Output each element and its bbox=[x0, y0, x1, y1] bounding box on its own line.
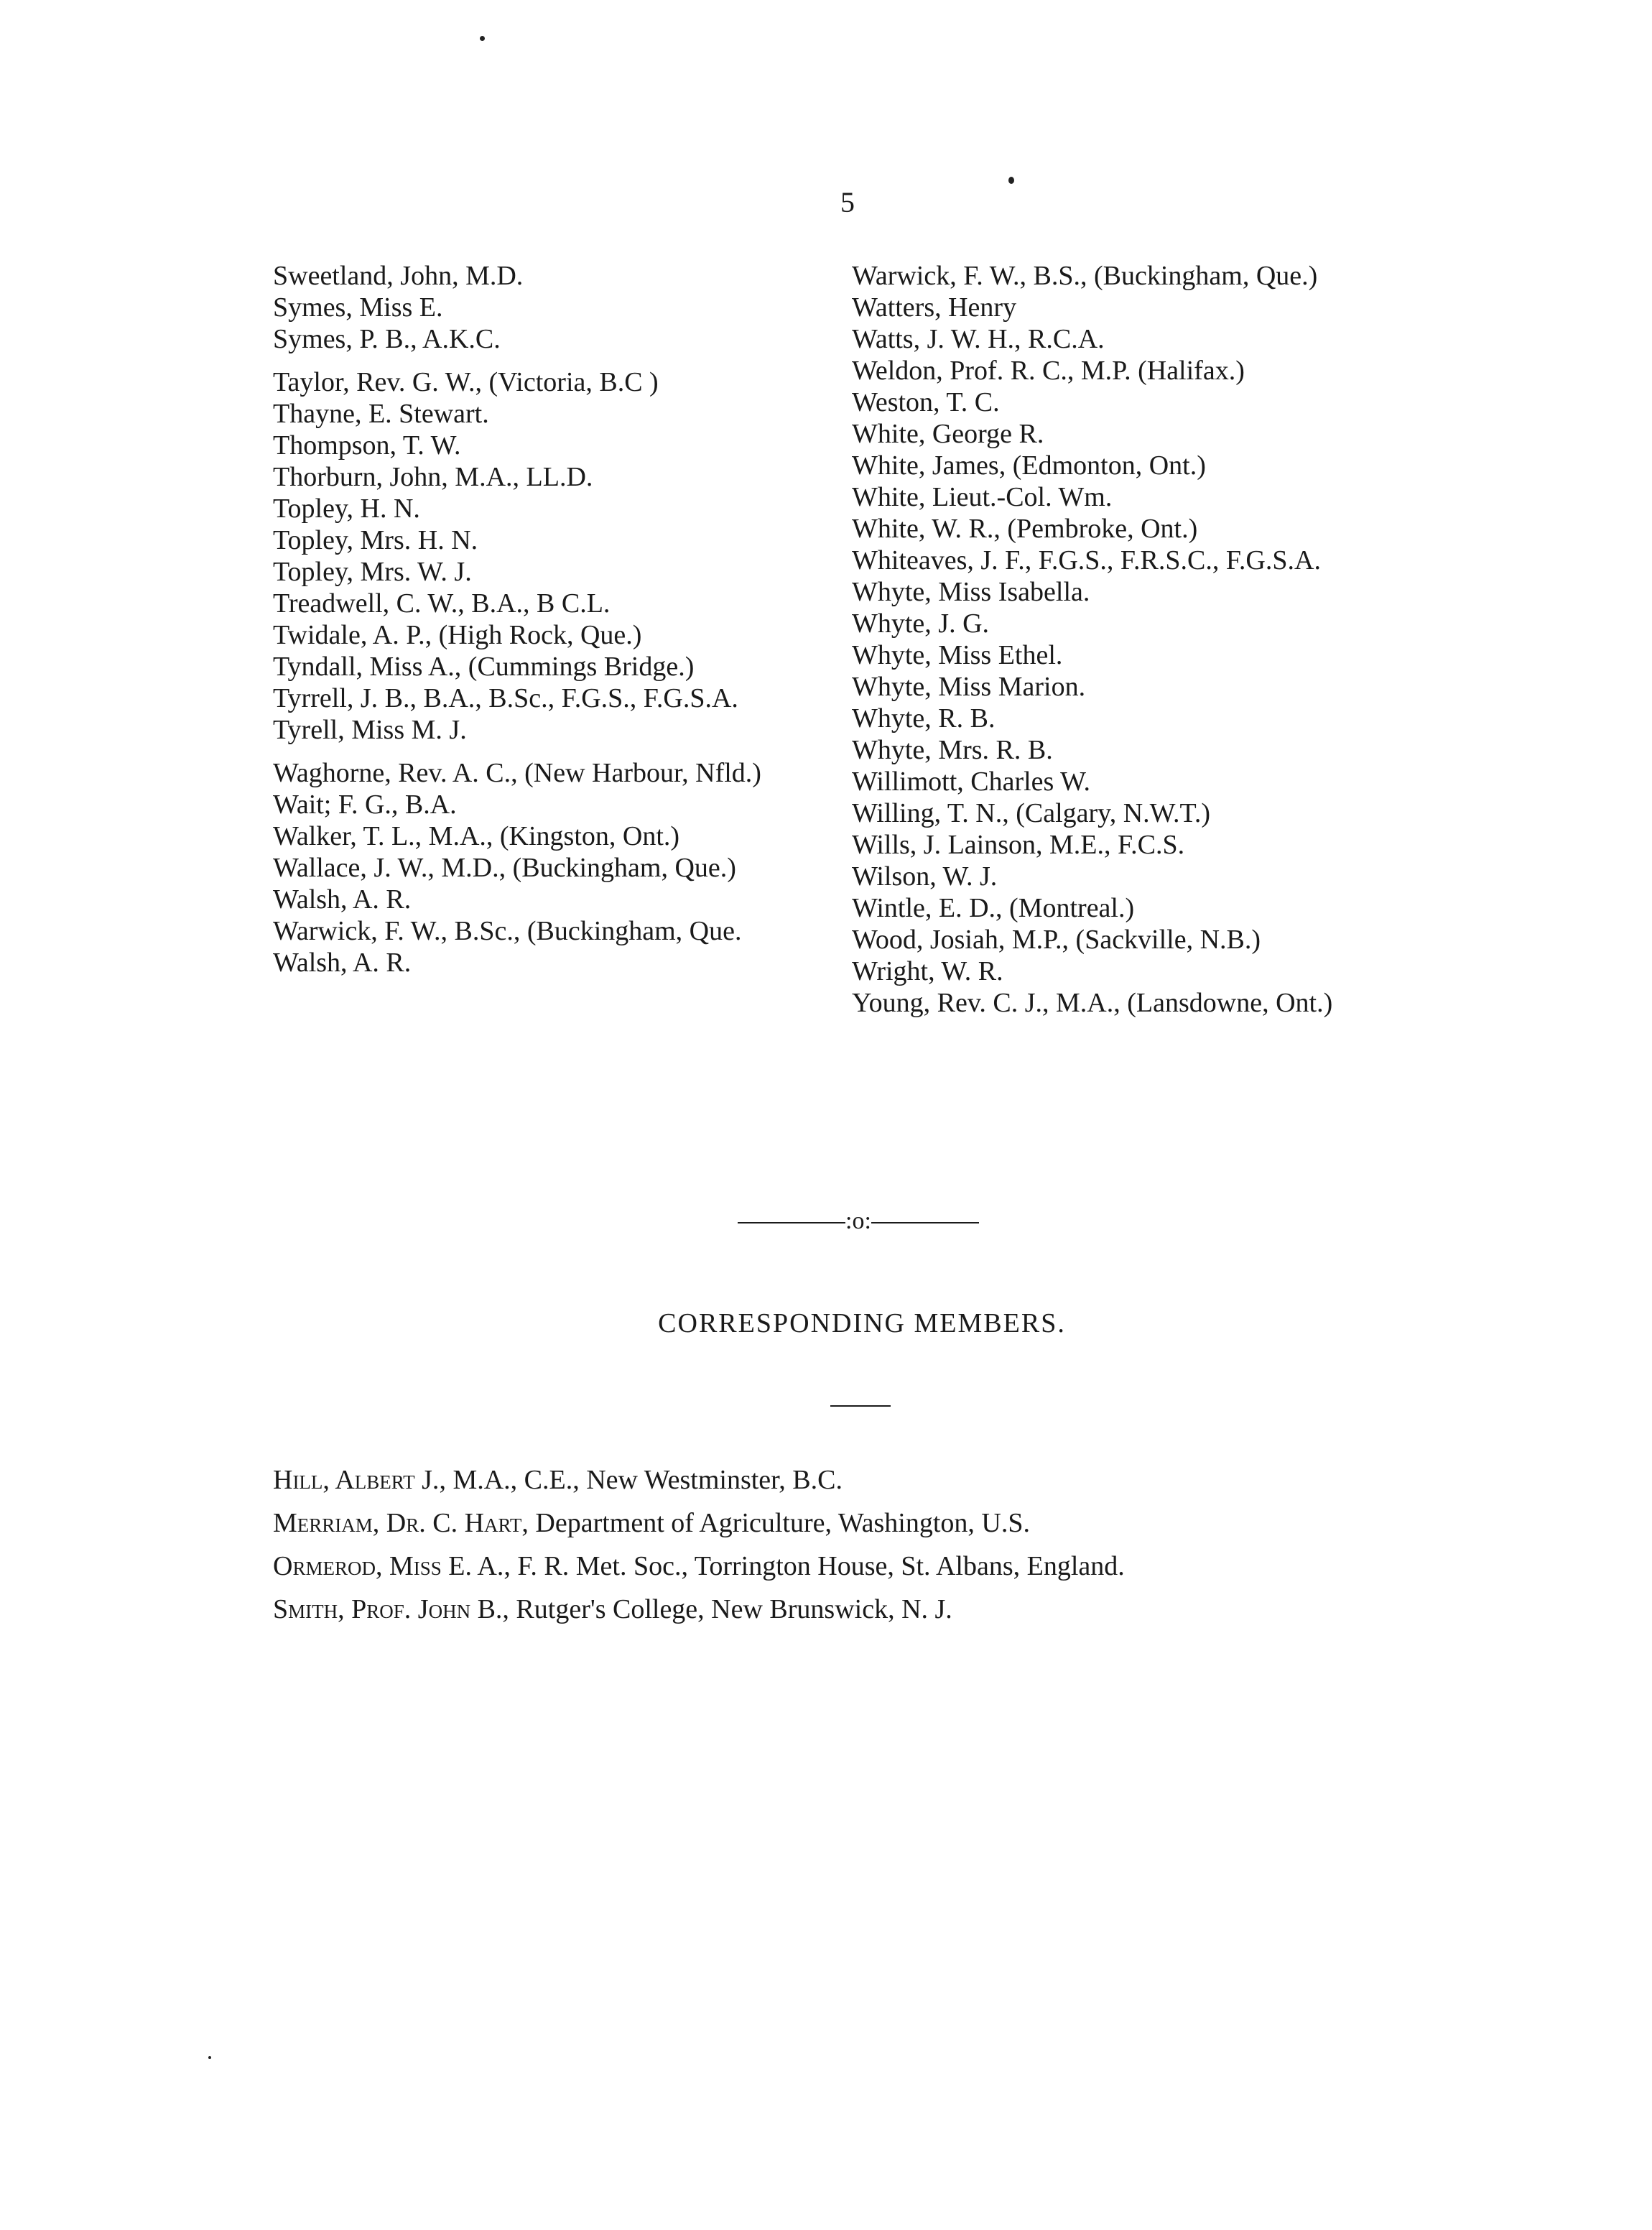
member-name: Smith, Prof. John B. bbox=[273, 1594, 503, 1624]
member-entry: Wintle, E. D., (Montreal.) bbox=[852, 893, 1135, 923]
corresponding-member-entry bbox=[273, 1545, 1458, 1588]
member-details: , Department of Agriculture, Washington, U.S. bbox=[521, 1508, 1030, 1538]
ink-speck bbox=[1008, 177, 1014, 184]
heading-rule bbox=[830, 1405, 891, 1407]
member-entry: White, James, (Edmonton, Ont.) bbox=[852, 450, 1206, 481]
member-entry: Symes, Miss E. bbox=[273, 292, 443, 323]
member-entry: Whyte, Miss Isabella. bbox=[852, 577, 1090, 607]
member-entry: Wilson, W. J. bbox=[852, 861, 998, 892]
divider-ornament: :o: bbox=[845, 1208, 871, 1234]
corresponding-members-list bbox=[273, 1458, 1458, 1631]
member-entry: Tyrrell, J. B., B.A., B.Sc., F.G.S., F.G.S.A. bbox=[273, 683, 738, 713]
member-entry: Warwick, F. W., B.S., (Buckingham, Que.) bbox=[852, 261, 1318, 291]
divider-rule bbox=[738, 1222, 845, 1223]
member-entry: Waghorne, Rev. A. C., (New Harbour, Nfld.) bbox=[273, 758, 761, 788]
member-entry: Wills, J. Lainson, M.E., F.C.S. bbox=[852, 830, 1185, 860]
ink-speck bbox=[208, 2056, 211, 2059]
member-entry: Wallace, J. W., M.D., (Buckingham, Que.) bbox=[273, 853, 736, 883]
member-entry: Weston, T. C. bbox=[852, 387, 1000, 417]
member-entry: Tyrell, Miss M. J. bbox=[273, 715, 467, 745]
member-entry: Whyte, R. B. bbox=[852, 703, 996, 734]
member-entry: Wright, W. R. bbox=[852, 956, 1003, 986]
member-entry: Whiteaves, J. F., F.G.S., F.R.S.C., F.G.S.A. bbox=[852, 545, 1321, 575]
member-details: , F. R. Met. Soc., Torrington House, St. Albans, England. bbox=[504, 1551, 1125, 1581]
member-name: Ormerod, Miss E. A. bbox=[273, 1551, 504, 1581]
member-entry: Symes, P. B., A.K.C. bbox=[273, 324, 501, 354]
member-entry: Thayne, E. Stewart. bbox=[273, 399, 489, 429]
member-entry: White, W. R., (Pembroke, Ont.) bbox=[852, 514, 1198, 544]
member-entry: Topley, H. N. bbox=[273, 494, 420, 524]
member-entry: Whyte, J. G. bbox=[852, 609, 990, 639]
member-entry: Whyte, Miss Ethel. bbox=[852, 640, 1063, 670]
corresponding-member-entry bbox=[273, 1458, 1458, 1502]
member-entry: Thorburn, John, M.A., LL.D. bbox=[273, 462, 593, 492]
members-list-left-column bbox=[273, 260, 848, 978]
member-entry: Walsh, A. R. bbox=[273, 884, 412, 915]
member-entry: Whyte, Miss Marion. bbox=[852, 672, 1086, 702]
member-entry: Wood, Josiah, M.P., (Sackville, N.B.) bbox=[852, 925, 1261, 955]
member-entry: Thompson, T. W. bbox=[273, 430, 461, 461]
member-name: Hill, Albert J. bbox=[273, 1465, 440, 1495]
member-entry: Walker, T. L., M.A., (Kingston, Ont.) bbox=[273, 821, 680, 851]
member-details: , Rutger's College, New Brunswick, N. J. bbox=[502, 1594, 952, 1624]
member-entry: Whyte, Mrs. R. B. bbox=[852, 735, 1053, 765]
member-entry: Young, Rev. C. J., M.A., (Lansdowne, Ont.) bbox=[852, 988, 1333, 1018]
ink-speck bbox=[480, 36, 485, 41]
member-entry: Willimott, Charles W. bbox=[852, 767, 1091, 797]
member-entry: Walsh, A. R. bbox=[273, 948, 412, 978]
page-number: 5 bbox=[840, 186, 855, 218]
member-entry: Treadwell, C. W., B.A., B C.L. bbox=[273, 588, 611, 619]
corresponding-member-entry bbox=[273, 1502, 1458, 1545]
member-entry: Topley, Mrs. H. N. bbox=[273, 525, 478, 555]
section-divider bbox=[707, 1207, 1009, 1236]
member-entry: Tyndall, Miss A., (Cummings Bridge.) bbox=[273, 652, 695, 682]
member-entry: Wait; F. G., B.A. bbox=[273, 790, 457, 820]
member-name: Merriam, Dr. C. Hart bbox=[273, 1508, 522, 1538]
member-entry: Sweetland, John, M.D. bbox=[273, 261, 524, 291]
members-list-right-column bbox=[852, 260, 1441, 1019]
member-entry: Weldon, Prof. R. C., M.P. (Halifax.) bbox=[852, 356, 1245, 386]
member-details: , M.A., C.E., New Westminster, B.C. bbox=[439, 1465, 843, 1495]
section-heading: CORRESPONDING MEMBERS. bbox=[658, 1308, 1066, 1338]
member-entry: White, George R. bbox=[852, 419, 1044, 449]
member-entry: Twidale, A. P., (High Rock, Que.) bbox=[273, 620, 642, 650]
member-entry: Warwick, F. W., B.Sc., (Buckingham, Que. bbox=[273, 916, 742, 946]
member-entry: Taylor, Rev. G. W., (Victoria, B.C ) bbox=[273, 367, 659, 397]
member-entry: Willing, T. N., (Calgary, N.W.T.) bbox=[852, 798, 1211, 828]
corresponding-member-entry bbox=[273, 1588, 1458, 1631]
member-entry: Watters, Henry bbox=[852, 292, 1017, 323]
member-entry: White, Lieut.-Col. Wm. bbox=[852, 482, 1113, 512]
divider-rule bbox=[871, 1222, 979, 1223]
member-entry: Topley, Mrs. W. J. bbox=[273, 557, 472, 587]
member-entry: Watts, J. W. H., R.C.A. bbox=[852, 324, 1105, 354]
